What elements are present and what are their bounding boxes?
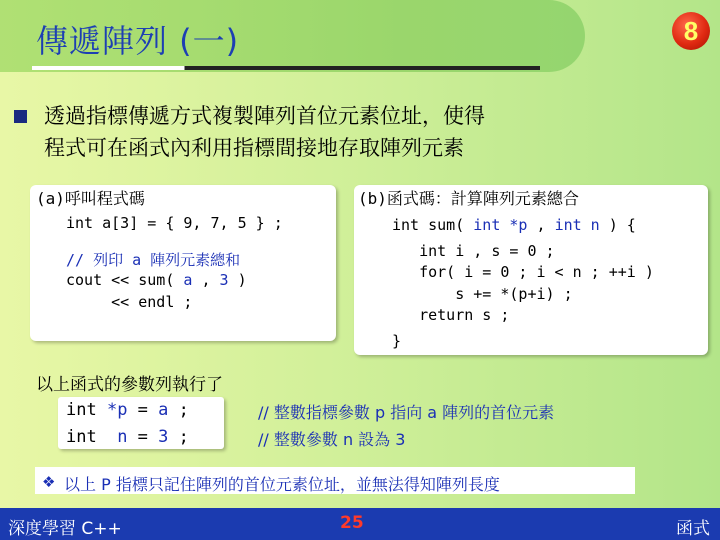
panel-b-line-5: return s ; (392, 306, 510, 324)
panel-a-comment: // 列印 a 陣列元素總和 (66, 251, 241, 269)
diamond-bullet-icon: ❖ (42, 473, 56, 491)
slide-title: 傳遞陣列 (一) (36, 22, 240, 60)
params-comment-2: // 整數參數 n 設為 3 (258, 430, 406, 449)
params-row-1: int *p = a ; (66, 400, 189, 420)
slide-number-badge: 8 (672, 12, 710, 50)
params-heading: 以上函式的參數列執行了 (36, 375, 223, 395)
panel-a-line-3: cout << sum( a , 3 ) (66, 271, 247, 289)
panel-b-label: (b)函式碼：計算陣列元素總合 (358, 189, 579, 208)
panel-b-line-6: } (392, 332, 402, 350)
panel-a-line-4: << endl ; (66, 293, 193, 311)
title-underline (32, 66, 540, 70)
panel-b-line-1: int sum( int *p , int n ) { (392, 216, 636, 234)
params-row-2: int n = 3 ; (66, 427, 189, 447)
footer-page-number: 25 (340, 513, 364, 533)
square-bullet-icon (14, 110, 27, 123)
bullet-text-line-2: 程式可在函式內利用指標間接地存取陣列元素 (44, 136, 464, 160)
footer-chapter: 函式 (676, 519, 710, 539)
note-text: 以上 P 指標只記住陣列的首位元素位址，並無法得知陣列長度 (64, 475, 500, 494)
panel-b-line-3: for( i = 0 ; i < n ; ++i ) (392, 263, 654, 281)
params-comment-1: // 整數指標參數 p 指向 a 陣列的首位元素 (258, 403, 555, 422)
panel-a-line-1: int a[3] = { 9, 7, 5 } ; (66, 214, 283, 232)
panel-b-line-4: s += *(p+i) ; (392, 285, 573, 303)
panel-b-line-2: int i , s = 0 ; (392, 242, 555, 260)
bullet-text-line-1: 透過指標傳遞方式複製陣列首位元素位址，使得 (44, 104, 485, 128)
panel-a-label: (a)呼叫程式碼 (36, 189, 145, 208)
footer-book-title: 深度學習 C++ (8, 519, 122, 539)
